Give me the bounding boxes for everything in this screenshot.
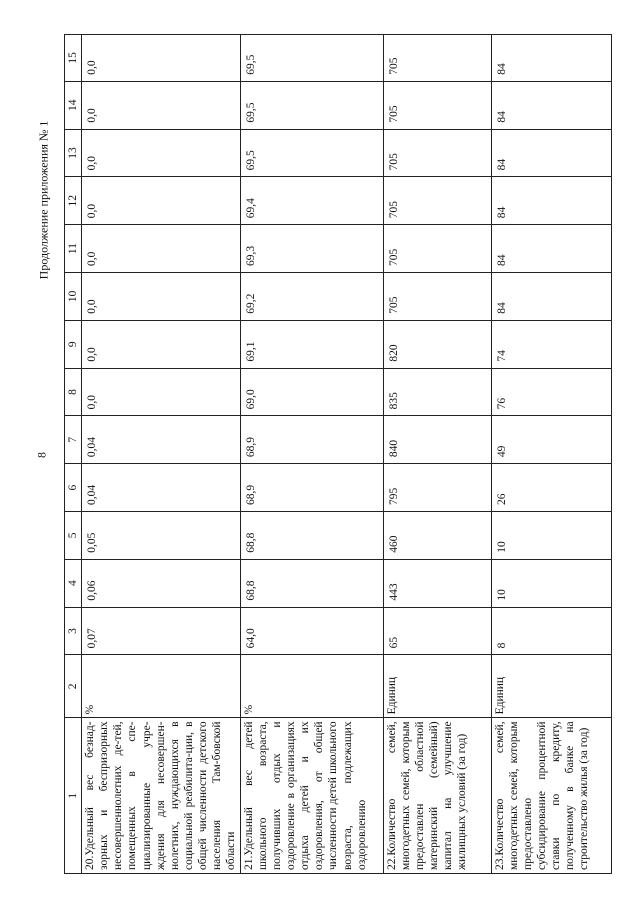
value-cell: 705 xyxy=(383,225,491,273)
value-cell: 68,8 xyxy=(240,511,383,559)
value-cell: 76 xyxy=(491,368,611,416)
header-cell: 1 xyxy=(65,718,82,874)
value-cell: 69,1 xyxy=(240,320,383,368)
value-cell: 84 xyxy=(491,225,611,273)
value-cell: 69,0 xyxy=(240,368,383,416)
table-row xyxy=(240,35,383,874)
table-row xyxy=(383,35,491,874)
value-cell: 0,0 xyxy=(82,225,241,273)
value-cell: 64,0 xyxy=(240,607,383,655)
unit-cell: Единиц xyxy=(383,655,491,718)
header-cell: 9 xyxy=(65,320,82,368)
value-cell: 65 xyxy=(383,607,491,655)
header-row xyxy=(65,35,82,874)
indicators-table xyxy=(64,34,612,874)
value-cell: 84 xyxy=(491,129,611,177)
value-cell: 49 xyxy=(491,416,611,464)
header-cell: 5 xyxy=(65,511,82,559)
value-cell: 8 xyxy=(491,607,611,655)
value-cell: 0,07 xyxy=(82,607,241,655)
value-cell: 0,04 xyxy=(82,464,241,512)
value-cell: 705 xyxy=(383,272,491,320)
value-cell: 84 xyxy=(491,272,611,320)
value-cell: 460 xyxy=(383,511,491,559)
value-cell: 10 xyxy=(491,511,611,559)
value-cell: 69,5 xyxy=(240,35,383,82)
value-cell: 69,5 xyxy=(240,81,383,129)
table-row xyxy=(82,35,241,874)
value-cell: 0,0 xyxy=(82,81,241,129)
value-cell: 68,9 xyxy=(240,416,383,464)
value-cell: 69,2 xyxy=(240,272,383,320)
unit-cell: % xyxy=(240,655,383,718)
value-cell: 69,3 xyxy=(240,225,383,273)
table-row xyxy=(491,35,611,874)
header-cell: 6 xyxy=(65,464,82,512)
header-cell: 4 xyxy=(65,559,82,607)
indicator-label: 20.Удельный вес безнад-зорных и беспризорных несовершеннолетних де-тей, помещенных в спе-циализированные учре-ждения для несовершен-нолетних, нуждающихся в социальной реабилита-ции, в общей численности детского населения Там-бовской области xyxy=(82,718,241,874)
value-cell: 705 xyxy=(383,177,491,225)
unit-cell: % xyxy=(82,655,241,718)
header-cell: 10 xyxy=(65,272,82,320)
header-cell: 13 xyxy=(65,129,82,177)
unit-cell: Единиц xyxy=(491,655,611,718)
header-cell: 14 xyxy=(65,81,82,129)
value-cell: 0,0 xyxy=(82,35,241,82)
indicator-label: 21.Удельный вес детей школьного возраста, получивших отдых и оздоровление в организациях отдыха детей и их оздоровления, от общей численности детей школьного возраста, подлежащих оздоровлению xyxy=(240,718,383,874)
indicator-label: 22.Количество семей, многодетных семей, которым предоставлен областной материнский (семейный) капитал на улучшение жилищных условий (за год) xyxy=(383,718,491,874)
value-cell: 705 xyxy=(383,35,491,82)
value-cell: 835 xyxy=(383,368,491,416)
value-cell: 84 xyxy=(491,177,611,225)
value-cell: 0,0 xyxy=(82,272,241,320)
value-cell: 68,8 xyxy=(240,559,383,607)
value-cell: 820 xyxy=(383,320,491,368)
header-cell: 12 xyxy=(65,177,82,225)
value-cell: 0,0 xyxy=(82,320,241,368)
value-cell: 840 xyxy=(383,416,491,464)
indicator-label: 23.Количество семей, многодетных семей, которым предоставлено субсидирование процентной ставки по кредиту, полученному в банке на строительство жилья (за год) xyxy=(491,718,611,874)
value-cell: 10 xyxy=(491,559,611,607)
value-cell: 0,05 xyxy=(82,511,241,559)
rotated-table-area xyxy=(64,34,607,874)
value-cell: 0,0 xyxy=(82,129,241,177)
header-cell: 2 xyxy=(65,655,82,718)
appendix-caption: Продолжение приложения № 1 xyxy=(36,120,51,280)
value-cell: 0,0 xyxy=(82,368,241,416)
value-cell: 795 xyxy=(383,464,491,512)
value-cell: 69,4 xyxy=(240,177,383,225)
header-cell: 8 xyxy=(65,368,82,416)
value-cell: 74 xyxy=(491,320,611,368)
value-cell: 0,06 xyxy=(82,559,241,607)
header-cell: 3 xyxy=(65,607,82,655)
header-cell: 11 xyxy=(65,225,82,273)
page-number: 8 xyxy=(34,452,49,458)
value-cell: 69,5 xyxy=(240,129,383,177)
value-cell: 705 xyxy=(383,81,491,129)
header-cell: 15 xyxy=(65,35,82,82)
value-cell: 705 xyxy=(383,129,491,177)
value-cell: 84 xyxy=(491,35,611,82)
value-cell: 443 xyxy=(383,559,491,607)
value-cell: 26 xyxy=(491,464,611,512)
header-cell: 7 xyxy=(65,416,82,464)
value-cell: 0,04 xyxy=(82,416,241,464)
value-cell: 68,9 xyxy=(240,464,383,512)
value-cell: 84 xyxy=(491,81,611,129)
value-cell: 0,0 xyxy=(82,177,241,225)
